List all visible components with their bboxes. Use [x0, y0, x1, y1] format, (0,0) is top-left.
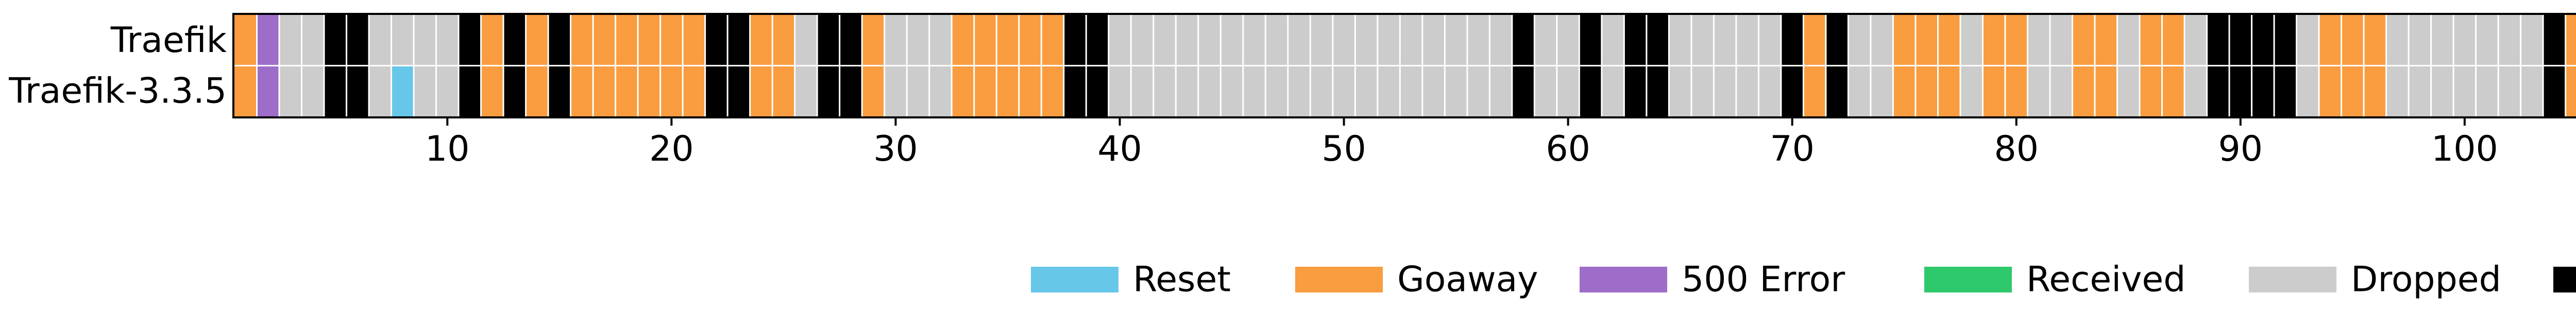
- cell-row1-x78: [1960, 15, 1983, 66]
- cell-row1-x6: [347, 15, 369, 66]
- cell-row2-x46: [1243, 66, 1266, 117]
- cell-row1-x89: [2207, 15, 2230, 66]
- cell-row2-x67: [1714, 66, 1736, 117]
- cell-row2-x7: [369, 66, 392, 117]
- cell-row2-x30: [885, 66, 907, 117]
- cell-row1-x11: [459, 15, 481, 66]
- cell-row2-x60: [1557, 66, 1580, 117]
- cell-row1-x92: [2274, 15, 2297, 66]
- cell-row1-x1: [234, 15, 257, 66]
- cell-row2-x19: [638, 66, 660, 117]
- cell-row1-x95: [2342, 15, 2364, 66]
- cell-row2-x96: [2364, 66, 2386, 117]
- cell-row2-x23: [727, 66, 750, 117]
- cell-row1-x60: [1557, 15, 1580, 66]
- x-tick-label: 100: [2431, 129, 2498, 169]
- cell-row2-x34: [974, 66, 997, 117]
- cell-row2-x79: [1982, 66, 2005, 117]
- cell-row1-x42: [1154, 15, 1176, 66]
- x-tick-label: 80: [1994, 129, 2039, 169]
- cell-row1-x18: [616, 15, 638, 66]
- cell-row2-x1: [234, 66, 257, 117]
- cell-row1-x63: [1624, 15, 1647, 66]
- cell-row1-x74: [1871, 15, 1893, 66]
- x-axis-ticks: [425, 117, 2576, 169]
- cell-row1-x72: [1826, 15, 1849, 66]
- cell-row2-x70: [1781, 66, 1804, 117]
- cell-row2-x10: [436, 66, 459, 117]
- cell-row2-x83: [2072, 66, 2095, 117]
- cell-row2-x73: [1848, 66, 1871, 117]
- cell-row1-x33: [952, 15, 974, 66]
- cell-row2-x40: [1109, 66, 1131, 117]
- cell-row2-x22: [705, 66, 728, 117]
- legend-swatch-dropped: [2249, 267, 2336, 292]
- x-tick-label: 20: [649, 129, 694, 169]
- cell-row2-x93: [2297, 66, 2319, 117]
- cell-row2-x103: [2521, 66, 2544, 117]
- cell-row2-x42: [1154, 66, 1176, 117]
- cell-row2-x27: [817, 66, 840, 117]
- cell-row2-x101: [2476, 66, 2499, 117]
- cell-row2-x6: [347, 66, 369, 117]
- cell-row2-x2: [257, 66, 280, 117]
- cell-row1-x101: [2476, 15, 2499, 66]
- cell-row1-x48: [1288, 15, 1311, 66]
- cell-row2-x91: [2252, 66, 2275, 117]
- cell-row1-x71: [1803, 15, 1826, 66]
- cell-row2-x3: [279, 66, 302, 117]
- cell-row1-x58: [1512, 15, 1535, 66]
- cell-row2-x71: [1803, 66, 1826, 117]
- cell-row1-x12: [481, 15, 504, 66]
- cell-row2-x88: [2184, 66, 2207, 117]
- cell-row2-x39: [1086, 66, 1109, 117]
- cell-row1-x50: [1333, 15, 1355, 66]
- cell-row2-x21: [683, 66, 705, 117]
- cell-row2-x37: [1041, 66, 1064, 117]
- legend-swatch-received: [1924, 267, 2012, 292]
- cell-row2-x65: [1669, 66, 1691, 117]
- cell-row1-x2: [257, 15, 280, 66]
- cell-row1-x47: [1265, 15, 1288, 66]
- cell-row2-x99: [2431, 66, 2454, 117]
- cell-row1-x68: [1736, 15, 1759, 66]
- x-tick-label: 70: [1770, 129, 1815, 169]
- cell-row1-x85: [2117, 15, 2140, 66]
- cell-row1-x77: [1938, 15, 1960, 66]
- cell-row2-x105: [2566, 66, 2576, 117]
- cell-row2-x32: [929, 66, 952, 117]
- cell-row1-x70: [1781, 15, 1804, 66]
- cell-row2-x78: [1960, 66, 1983, 117]
- cell-row1-x104: [2543, 15, 2566, 66]
- cell-row1-x41: [1131, 15, 1154, 66]
- cell-row1-x37: [1041, 15, 1064, 66]
- cell-row2-x35: [996, 66, 1019, 117]
- cell-row1-x82: [2050, 15, 2073, 66]
- cell-row2-x76: [1916, 66, 1938, 117]
- cell-row2-x87: [2162, 66, 2185, 117]
- cell-row1-x21: [683, 15, 705, 66]
- cell-row1-x3: [279, 15, 302, 66]
- cell-row1-x8: [392, 15, 414, 66]
- cell-row1-x40: [1109, 15, 1131, 66]
- cell-row1-x17: [593, 15, 616, 66]
- cell-row1-x55: [1445, 15, 1467, 66]
- cell-row2-x102: [2498, 66, 2521, 117]
- cell-row2-x48: [1288, 66, 1311, 117]
- x-tick-label: 90: [2218, 129, 2263, 169]
- cell-row1-x4: [302, 15, 325, 66]
- cell-row1-x57: [1489, 15, 1512, 66]
- cell-row1-x105: [2566, 15, 2576, 66]
- cell-row2-x28: [840, 66, 862, 117]
- cell-row2-x92: [2274, 66, 2297, 117]
- cell-row1-x45: [1221, 15, 1243, 66]
- cell-row1-x83: [2072, 15, 2095, 66]
- cell-row1-x59: [1534, 15, 1557, 66]
- cell-row1-x81: [2027, 15, 2050, 66]
- cell-row2-x98: [2409, 66, 2431, 117]
- cell-row1-x90: [2229, 15, 2252, 66]
- cell-row1-x16: [571, 15, 594, 66]
- cell-row2-x12: [481, 66, 504, 117]
- cell-row1-x13: [503, 15, 526, 66]
- cell-row1-x88: [2184, 15, 2207, 66]
- cell-row2-x38: [1064, 66, 1087, 117]
- cell-row1-x91: [2252, 15, 2275, 66]
- cell-row2-x90: [2229, 66, 2252, 117]
- cell-row1-x66: [1691, 15, 1714, 66]
- cell-row1-x100: [2453, 15, 2476, 66]
- x-tick-label: 60: [1546, 129, 1590, 169]
- cell-row1-x19: [638, 15, 660, 66]
- cell-row1-x49: [1310, 15, 1333, 66]
- cell-row2-x45: [1221, 66, 1243, 117]
- cell-row1-x38: [1064, 15, 1087, 66]
- cell-row1-x79: [1982, 15, 2005, 66]
- cell-row1-x22: [705, 15, 728, 66]
- cell-row2-x16: [571, 66, 594, 117]
- cell-row1-x93: [2297, 15, 2319, 66]
- cell-row2-x44: [1198, 66, 1221, 117]
- cell-row2-x31: [907, 66, 929, 117]
- cell-row2-x54: [1422, 66, 1445, 117]
- cell-row1-x27: [817, 15, 840, 66]
- cell-row2-x49: [1310, 66, 1333, 117]
- row-label-1: Traefik: [110, 20, 227, 61]
- cell-row1-x53: [1400, 15, 1422, 66]
- cell-row2-x56: [1467, 66, 1490, 117]
- cell-row2-x63: [1624, 66, 1647, 117]
- cell-row1-x26: [795, 15, 818, 66]
- cell-row2-x94: [2319, 66, 2342, 117]
- cell-row1-x62: [1602, 15, 1624, 66]
- cell-row2-x100: [2453, 66, 2476, 117]
- cell-row2-x75: [1893, 66, 1916, 117]
- cell-row1-x75: [1893, 15, 1916, 66]
- cell-row2-x53: [1400, 66, 1422, 117]
- cell-row2-x104: [2543, 66, 2566, 117]
- cell-row1-x64: [1647, 15, 1669, 66]
- cell-row2-x15: [548, 66, 571, 117]
- cell-row2-x95: [2342, 66, 2364, 117]
- cell-row1-x39: [1086, 15, 1109, 66]
- cell-row2-x11: [459, 66, 481, 117]
- cell-row2-x74: [1871, 66, 1893, 117]
- cell-row1-x99: [2431, 15, 2454, 66]
- legend-label: 500 Error: [1682, 259, 1845, 300]
- cell-row2-x86: [2140, 66, 2162, 117]
- cell-row2-x18: [616, 66, 638, 117]
- cell-row1-x46: [1243, 15, 1266, 66]
- cell-row1-x23: [727, 15, 750, 66]
- cell-row1-x7: [369, 15, 392, 66]
- cell-row1-x34: [974, 15, 997, 66]
- cell-row2-x14: [526, 66, 549, 117]
- cell-row2-x64: [1647, 66, 1669, 117]
- cell-row1-x61: [1579, 15, 1602, 66]
- x-tick-label: 30: [873, 129, 918, 169]
- cell-row1-x14: [526, 15, 549, 66]
- legend-swatch-reset: [1031, 267, 1118, 292]
- cell-row1-x9: [414, 15, 436, 66]
- cell-row1-x32: [929, 15, 952, 66]
- cell-row2-x26: [795, 66, 818, 117]
- cell-row2-x50: [1333, 66, 1355, 117]
- cell-row1-x20: [660, 15, 683, 66]
- cell-row1-x80: [2005, 15, 2028, 66]
- x-tick-label: 10: [425, 129, 470, 169]
- cell-row1-x94: [2319, 15, 2342, 66]
- cell-row1-x24: [750, 15, 773, 66]
- cell-row2-x41: [1131, 66, 1154, 117]
- cell-row1-x10: [436, 15, 459, 66]
- cell-row2-x13: [503, 66, 526, 117]
- legend-label: Dropped: [2351, 259, 2501, 300]
- cell-row1-x67: [1714, 15, 1736, 66]
- cell-row1-x30: [885, 15, 907, 66]
- cell-row2-x57: [1489, 66, 1512, 117]
- cell-row2-x4: [302, 66, 325, 117]
- cell-row2-x29: [862, 66, 885, 117]
- legend-swatch-500-error: [1580, 267, 1667, 292]
- cell-row1-x98: [2409, 15, 2431, 66]
- cell-row2-x66: [1691, 66, 1714, 117]
- legend-label: Reset: [1133, 259, 1231, 300]
- cell-row2-x55: [1445, 66, 1467, 117]
- cell-row1-x69: [1758, 15, 1781, 66]
- cell-row1-x35: [996, 15, 1019, 66]
- cell-row1-x44: [1198, 15, 1221, 66]
- x-tick-label: 50: [1321, 129, 1366, 169]
- cell-row1-x28: [840, 15, 862, 66]
- cell-row1-x56: [1467, 15, 1490, 66]
- cell-row1-x76: [1916, 15, 1938, 66]
- cell-row1-x87: [2162, 15, 2185, 66]
- cell-row2-x58: [1512, 66, 1535, 117]
- cell-row1-x54: [1422, 15, 1445, 66]
- cell-row2-x25: [772, 66, 795, 117]
- cell-row2-x81: [2027, 66, 2050, 117]
- cell-row2-x72: [1826, 66, 1849, 117]
- legend-label: Goaway: [1397, 259, 1538, 300]
- x-tick-label: 40: [1097, 129, 1142, 169]
- cell-row2-x68: [1736, 66, 1759, 117]
- cell-row2-x5: [324, 66, 347, 117]
- cell-row1-x86: [2140, 15, 2162, 66]
- cell-row2-x97: [2386, 66, 2409, 117]
- cell-row1-x84: [2095, 15, 2117, 66]
- cell-row1-x31: [907, 15, 929, 66]
- cell-row1-x29: [862, 15, 885, 66]
- cell-row2-x59: [1534, 66, 1557, 117]
- cell-row2-x36: [1019, 66, 1042, 117]
- cell-row2-x9: [414, 66, 436, 117]
- cell-row1-x5: [324, 15, 347, 66]
- cell-row1-x96: [2364, 15, 2386, 66]
- cell-row2-x8: [392, 66, 414, 117]
- cell-row1-x97: [2386, 15, 2409, 66]
- cell-row2-x43: [1176, 66, 1198, 117]
- cell-row2-x47: [1265, 66, 1288, 117]
- cell-row2-x80: [2005, 66, 2028, 117]
- legend-swatch-goaway: [1295, 267, 1383, 292]
- cell-row2-x84: [2095, 66, 2117, 117]
- cell-row2-x62: [1602, 66, 1624, 117]
- cell-row1-x51: [1355, 15, 1378, 66]
- cell-row2-x51: [1355, 66, 1378, 117]
- cell-row1-x25: [772, 15, 795, 66]
- cell-row2-x69: [1758, 66, 1781, 117]
- cell-row1-x73: [1848, 15, 1871, 66]
- cell-row2-x20: [660, 66, 683, 117]
- cell-row1-x65: [1669, 15, 1691, 66]
- cell-row2-x52: [1378, 66, 1400, 117]
- row-labels: [8, 20, 227, 112]
- cell-row1-x36: [1019, 15, 1042, 66]
- legend-swatch-not-considered: [2553, 267, 2576, 292]
- cell-row1-x43: [1176, 15, 1198, 66]
- cell-row1-x103: [2521, 15, 2544, 66]
- legend: [1031, 260, 2576, 300]
- cell-row2-x61: [1579, 66, 1602, 117]
- cell-row2-x24: [750, 66, 773, 117]
- cell-row2-x82: [2050, 66, 2073, 117]
- cell-row2-x17: [593, 66, 616, 117]
- cell-row2-x89: [2207, 66, 2230, 117]
- row-label-2: Traefik-3.3.5: [9, 71, 227, 112]
- cell-row2-x33: [952, 66, 974, 117]
- legend-label: Received: [2026, 259, 2186, 300]
- cell-row2-x77: [1938, 66, 1960, 117]
- cell-row1-x15: [548, 15, 571, 66]
- cell-row1-x102: [2498, 15, 2521, 66]
- cell-row2-x85: [2117, 66, 2140, 117]
- cell-row1-x52: [1378, 15, 1400, 66]
